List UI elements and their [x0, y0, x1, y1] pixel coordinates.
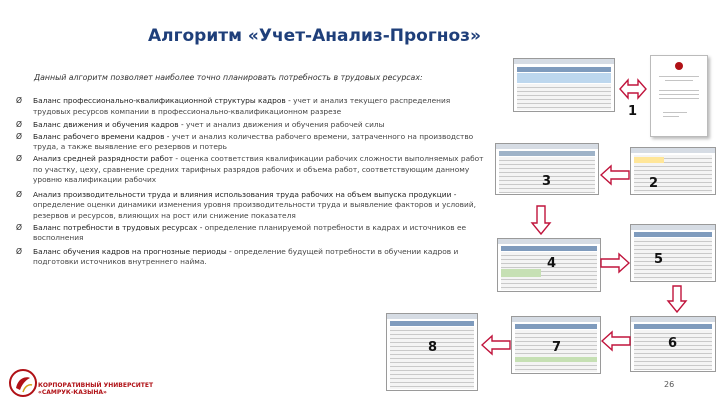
bullet-item: [14, 154, 484, 186]
footer-line-2: «САМРУК-КАЗЫНА»: [38, 389, 107, 396]
bullet-lead: Баланс обучения кадров на прогнозные периоды -: [33, 246, 235, 256]
spreadsheet-thumbnail-5: [630, 224, 716, 282]
step-number-3: 3: [542, 174, 552, 189]
bullet-lead: Анализ производительности труда и влияния использования труда рабочих на объем выпуска продукции -: [33, 189, 457, 199]
intro-text: Данный алгоритм позволяет наиболее точно планировать потребность в трудовых ресурсах:: [34, 73, 423, 82]
left-arrow-icon: [600, 164, 630, 186]
down-arrow-icon: [666, 285, 688, 313]
bullet-lead: Баланс потребности в трудовых ресурсах -: [33, 222, 205, 232]
bullet-marker: Ø: [16, 131, 22, 141]
step-number-7: 7: [552, 340, 562, 355]
bullet-item: [14, 120, 484, 131]
left-arrow-icon: [601, 330, 631, 352]
footer-brand: [38, 382, 153, 396]
bullet-text: оценка соответствия квалификации рабочих сложности выполняемых работ по участку, цеху, сравнение средних тарифных разрядов рабочих и объема работ, соответствующим данному уровню квалификации рабочих: [33, 153, 484, 185]
bullet-item: [14, 247, 484, 268]
left-arrow-icon: [481, 334, 511, 356]
bullet-text: учет и анализ количества рабочего времени, затраченного на производство труда, а также выявление его резервов и потерь: [33, 131, 474, 152]
bullet-lead: Анализ средней разрядности работ -: [33, 153, 181, 163]
page-number: 26: [664, 380, 675, 389]
bullet-text: учет и анализ текущего распределения трудовых ресурсов компании в профессионально-квалификационном разрезе: [33, 96, 451, 116]
spreadsheet-thumbnail-1: [513, 58, 615, 112]
step-number-4: 4: [547, 256, 557, 271]
bullet-marker: Ø: [16, 189, 22, 199]
bullet-text: определение будущей потребности в обучении кадров и подготовки источников внутреннего найма.: [33, 246, 459, 267]
report-document-thumbnail: [650, 55, 708, 137]
bullet-text: учет и анализ движения и обучения рабочей силы: [186, 120, 385, 130]
step-number-8: 8: [428, 340, 438, 355]
right-arrow-icon: [600, 252, 630, 274]
step-number-6: 6: [668, 336, 678, 351]
bullet-marker: Ø: [16, 120, 22, 130]
spreadsheet-thumbnail-2: [630, 147, 716, 195]
bullet-list: [14, 96, 484, 269]
bullet-text: определение оценки динамики изменения уровня производительности труда и выявление факторов и условий, резервов и ресурсов, влияющих на рост или снижение показателя: [33, 200, 476, 220]
bullet-item: [14, 132, 484, 153]
bullet-text: определение планируемой потребности в кадрах и источников ее восполнения: [33, 222, 467, 243]
bullet-item: [14, 96, 484, 117]
step-number-1: 1: [628, 104, 638, 119]
bullet-item: [14, 190, 484, 222]
bullet-marker: Ø: [16, 153, 22, 163]
bullet-marker: Ø: [16, 246, 22, 256]
step-number-5: 5: [654, 252, 664, 267]
bullet-lead: Баланс движения и обучения кадров -: [33, 120, 186, 130]
slide-title: Алгоритм «Учет-Анализ-Прогноз»: [148, 26, 482, 46]
footer-line-1: КОРПОРАТИВНЫЙ УНИВЕРСИТЕТ: [38, 382, 154, 389]
double-arrow-icon: [619, 78, 647, 100]
bullet-marker: Ø: [16, 222, 22, 232]
bullet-lead: Баланс профессионально-квалификационной структуры кадров -: [33, 96, 294, 105]
bullet-marker: Ø: [16, 96, 22, 105]
university-logo-icon: [8, 368, 38, 398]
bullet-lead: Баланс рабочего времени кадров -: [33, 131, 172, 141]
down-arrow-icon: [530, 205, 552, 235]
step-number-2: 2: [649, 176, 659, 191]
bullet-item: [14, 223, 484, 244]
